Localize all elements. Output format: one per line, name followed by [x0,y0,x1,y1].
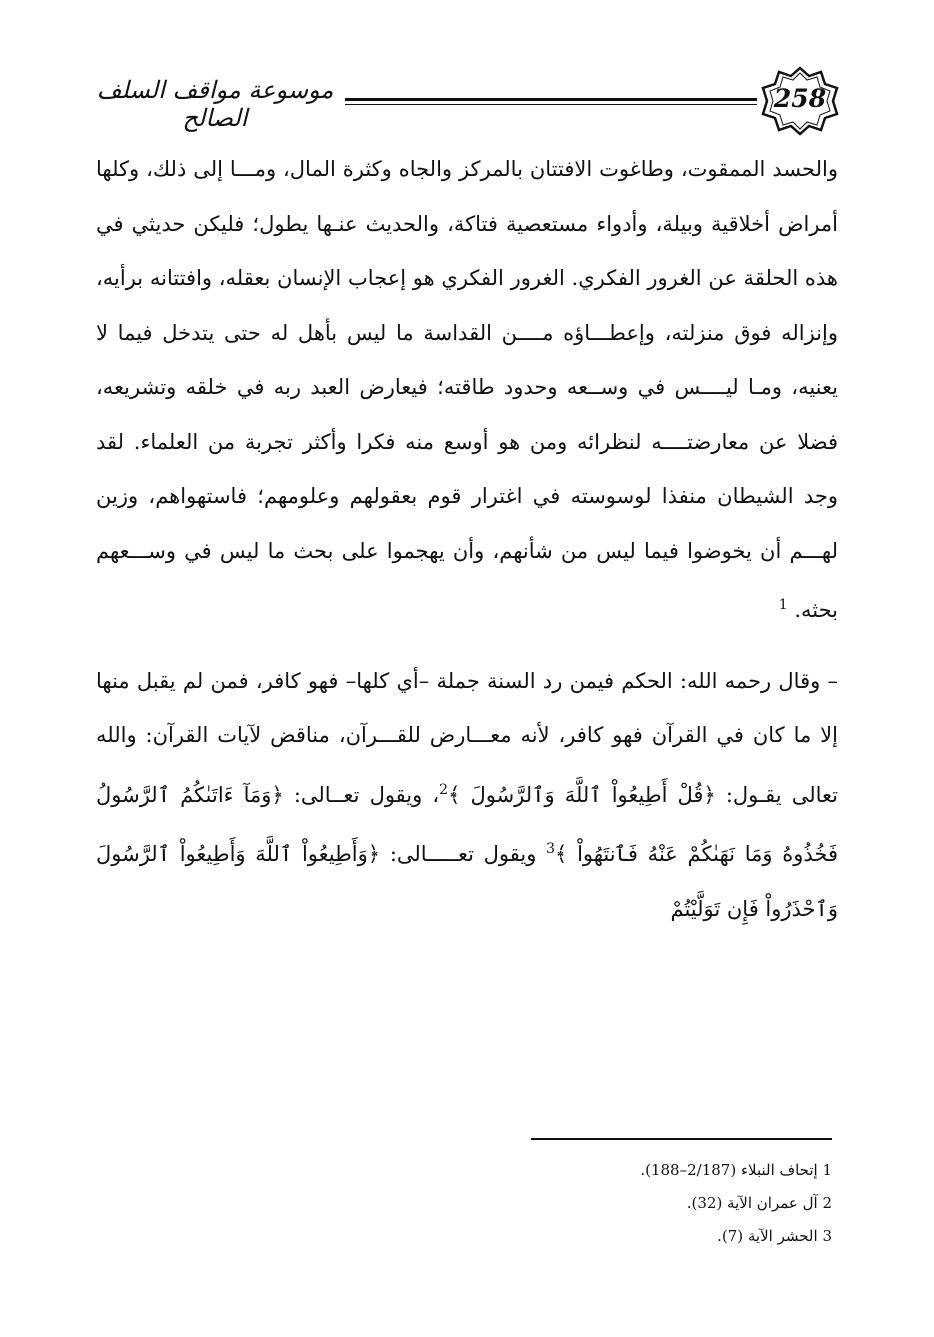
paragraph-2-text-a: – وقال رحمه الله: الحكم فيمن رد السنة جملة –أي كلها– فهو كافر، فمن لم يقبل منها إلا ما كان في القرآن فهو كافر، لأنه معـــارض للقـــرآن، مناقض لآيات القرآن: والله تعالى يقـول: ﴿قُلْ أَطِيعُواْ ٱللَّهَ وَٱلرَّسُولَ ﴾ [96,668,838,807]
footnote-ref-1: 1 [778,597,788,613]
footnote-3: 3 الحشر الآية (7). [717,1227,832,1245]
footnotes [500,1154,832,1253]
paragraph-2-text-c: ويقول تعـــــالى: ﴿وَأَطِيعُواْ ٱللَّهَ وَأَطِيعُواْ ٱلرَّسُولَ وَٱحْذَرُواْ فَإِن تَوَلَّيْتُمْ [96,842,838,921]
footnote-ref-2: 2 [439,781,449,798]
footnote-2: 2 آل عمران الآية (32). [686,1194,832,1212]
page-header [80,66,840,136]
footnote-separator [531,1138,832,1140]
paragraph-1 [96,142,838,638]
running-title: موسوعة مواقف السلف الصالح [96,76,334,132]
header-rule-thin [345,104,757,105]
paragraph-1-text: والحسد الممقوت، وطاغوت الافتتان بالمركز والجاه وكثرة المال، ومـــا إلى ذلك، وكلها أمراض أخلاقية وبيلة، وأدواء مستعصية فتاكة، والحديث عنـها يطول؛ فليكن حديثي في هذه الحلقة عن الغرور الفكري. الغرور الفكري هو إعجاب الإنسان بعقله، وافتتانه برأيه، وإنزاله فوق منزلته، وإعطـــاؤه مــــن القداسة ما ليس بأهل له حتى يتدخل فيما لا يعنيه، ومـا ليــــس في وســعه وحدود طاقته؛ فيعارض العبد ربه في خلقه وتشريعه، فضلا عن معارضتــــه لنظرائه ومن هو أوسع منه فكرا وأكثر تجربة من العلماء. لقد وجد الشيطان منفذا لوسوسته في اغترار قوم بعقولهم وعلومهم؛ فاستهواهم، وزين لهـــم أن يخوضوا فيما ليس من شأنهم، وأن يهجموا على بحث ما ليس في وســـعهم بحثه. [96,157,838,622]
header-rule [345,98,757,101]
footnote-1: 1 إتحاف النبلاء (2/187–188). [640,1161,832,1179]
page-number: 258 [773,84,827,113]
main-text [96,142,838,936]
paragraph-2 [96,654,838,937]
footnote-ref-3: 3 [546,841,556,857]
paragraph-2-text-b: ، ويقول تعــالى: ﴿وَمَآ ءَاتَىٰكُمُ ٱلرَّسُولُ فَخُذُوهُ وَمَا نَهَىٰكُمْ عَنْهُ فَٱنتَهُواْ ﴾ [96,782,838,866]
